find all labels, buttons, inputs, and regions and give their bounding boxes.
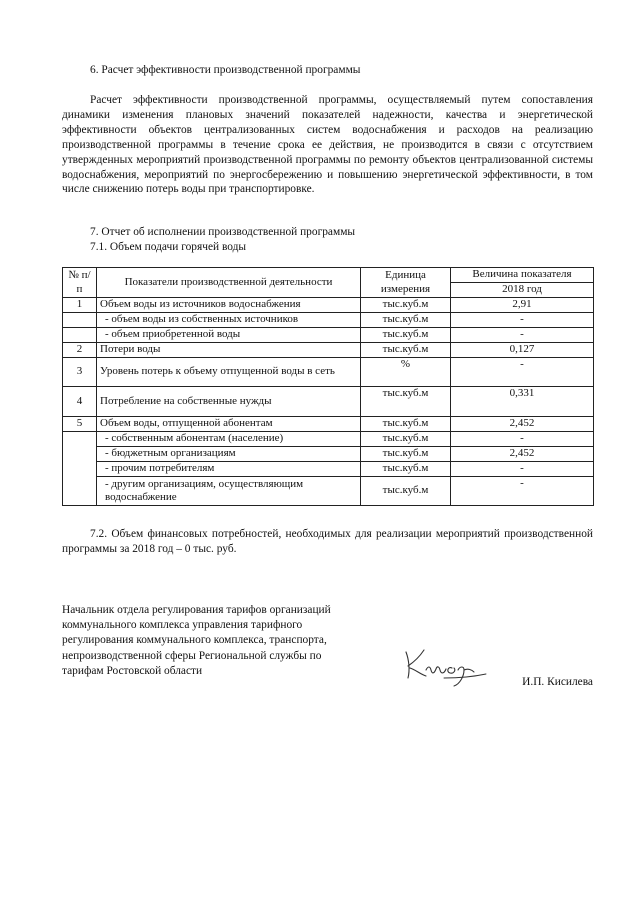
row-value: -: [451, 432, 594, 447]
row-indicator: Объем воды, отпущенной абонентам: [97, 417, 361, 432]
table-row: [63, 313, 594, 328]
row-num: [63, 313, 97, 328]
row-num: 4: [63, 387, 97, 417]
row-value: 0,127: [451, 343, 594, 358]
signer-position-line: коммунального комплекса управления тарифного: [62, 619, 303, 632]
row-num: 2: [63, 343, 97, 358]
row-indicator: - объем воды из собственных источников: [97, 313, 361, 328]
row-indicator: - бюджетным организациям: [97, 447, 361, 462]
row-unit: тыс.куб.м: [361, 313, 451, 328]
row-value: 2,452: [451, 447, 594, 462]
row-value: -: [451, 477, 594, 506]
table-row: [63, 387, 594, 417]
row-indicator: - объем приобретенной воды: [97, 328, 361, 343]
signer-position-line: тарифам Ростовской области: [62, 664, 203, 677]
table-row: [63, 298, 594, 313]
row-num-empty: [63, 432, 97, 506]
row-indicator: - собственным абонентам (население): [97, 432, 361, 447]
section-7-2-paragraph: 7.2. Объем финансовых потребностей, необходимых для реализации мероприятий производственной программы за 2018 год – 0 тыс. руб.: [62, 528, 593, 555]
row-unit: тыс.куб.м: [361, 432, 451, 447]
row-unit: тыс.куб.м: [361, 462, 451, 477]
section-6-paragraph: Расчет эффективности производственной программы, осуществляемый путем сопоставления динамики изменения плановых значений показателей надежности, качества и энергетической эффективности объектов централизованных систем водоснабжения и расходов на реализацию производственной программы в течение срока ее действия, не производится в связи с отсутствием утвержденных мероприятий производственной программы по ремонту объектов централизованной системы водоснабжения, мероприятий по энергосбережению и повышению энергетической эффективности, в том числе снижению потерь воды при транспортировке.: [62, 94, 593, 196]
row-num: 1: [63, 298, 97, 313]
row-indicator: Потребление на собственные нужды: [97, 387, 361, 417]
row-indicator: - прочим потребителям: [97, 462, 361, 477]
row-value: 2,452: [451, 417, 594, 432]
row-num: [63, 328, 97, 343]
row-unit: тыс.куб.м: [361, 328, 451, 343]
table-row: [63, 447, 594, 462]
row-value: -: [451, 358, 594, 387]
row-indicator: Объем воды из источников водоснабжения: [97, 298, 361, 313]
row-value: -: [451, 328, 594, 343]
row-unit: тыс.куб.м: [361, 417, 451, 432]
row-value: -: [451, 313, 594, 328]
table-row: [63, 358, 594, 387]
row-unit: тыс.куб.м: [361, 477, 451, 506]
signer-position-line: непроизводственной сферы Региональной службы по: [62, 649, 322, 662]
row-value: 2,91: [451, 298, 594, 313]
handwritten-signature: [400, 640, 490, 688]
row-num: 5: [63, 417, 97, 432]
table-row: [63, 462, 594, 477]
row-value: -: [451, 462, 594, 477]
row-unit: тыс.куб.м: [361, 298, 451, 313]
header-num: № п/п: [63, 268, 97, 298]
row-unit: %: [361, 358, 451, 387]
table-row: [63, 328, 594, 343]
header-indicator: Показатели производственной деятельности: [97, 268, 361, 298]
row-value: 0,331: [451, 387, 594, 417]
header-year: 2018 год: [451, 283, 594, 298]
row-indicator: Уровень потерь к объему отпущенной воды в сеть: [97, 358, 361, 387]
signer-position: [62, 603, 362, 679]
header-value-group: Величина показателя: [451, 268, 594, 283]
row-num: 3: [63, 358, 97, 387]
section-6-heading: 6. Расчет эффективности производственной программы: [90, 64, 361, 76]
production-indicators-table: [62, 267, 594, 506]
signer-position-line: Начальник отдела регулирования тарифов организаций: [62, 604, 331, 616]
table-row: [63, 477, 594, 506]
signer-name: И.П. Кисилева: [522, 676, 593, 688]
header-unit: Единица измерения: [361, 268, 451, 298]
row-indicator: - другим организациям, осуществляющим водоснабжение: [97, 477, 361, 506]
section-7-heading: 7. Отчет об исполнении производственной программы: [90, 226, 356, 238]
signer-position-line: регулирования коммунального комплекса, транспорта,: [62, 634, 327, 647]
table-row: [63, 417, 594, 432]
row-unit: тыс.куб.м: [361, 447, 451, 462]
table-row: [63, 432, 594, 447]
row-unit: тыс.куб.м: [361, 387, 451, 417]
table-row: [63, 343, 594, 358]
row-unit: тыс.куб.м: [361, 343, 451, 358]
row-indicator: Потери воды: [97, 343, 361, 358]
section-7-1-heading: 7.1. Объем подачи горячей воды: [90, 241, 247, 253]
